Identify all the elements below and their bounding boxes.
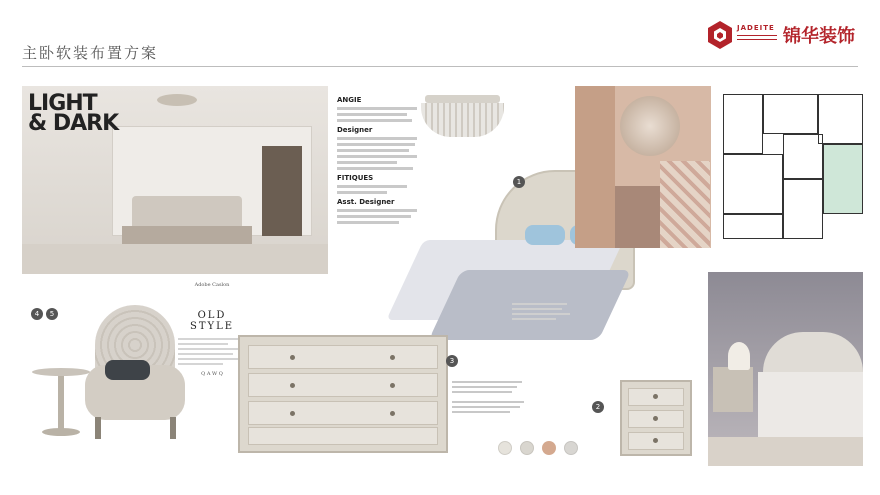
floor-plan-image [718,86,868,248]
badge-4: 4 [31,308,43,320]
old-style-sub: Q A W Q [201,371,223,377]
side-table-image [32,368,90,440]
text-heading-asst-designer: Asst. Designer [337,198,395,206]
company-logo [707,20,857,50]
logo-cn-text: 锦华装饰 [783,26,855,47]
bedroom-reference-image [708,272,863,466]
dresser-image [238,335,448,453]
logo-en-text: JADEITE [737,24,775,32]
badge-2: 2 [592,401,604,413]
text-heading-fitiques: FITIQUES [337,174,374,182]
floor [22,244,328,274]
ceiling-light [157,94,197,106]
material-mood-image [575,86,711,248]
bed [122,226,252,246]
old-style-text-block [178,282,246,432]
old-style-caption: Adobe Caslon [194,282,230,288]
badge-3: 3 [446,355,458,367]
fabric-swatch-4 [564,441,578,455]
title-divider [22,66,858,67]
light-dark-line1: LIGHT [28,91,97,116]
old-style-title: OLD STYLE [189,310,235,332]
fabric-spec-text [452,378,602,432]
badge-1: 1 [513,176,525,188]
fabric-swatch-3 [542,441,556,455]
nightstand-image [620,380,692,456]
light-dark-heading [28,91,119,136]
page-title: 主卧软装布置方案 [22,44,159,62]
fabric-swatch-2 [520,441,534,455]
logo-underline [737,35,777,40]
text-heading-angie: ANGIE [337,96,362,104]
side-cabinet [262,146,302,236]
text-heading-designer: Designer [337,126,373,134]
badge-5: 5 [46,308,58,320]
light-dark-line2: & DARK [28,111,119,136]
light-dark-room-image [22,86,328,274]
bed-spec-text [512,300,572,323]
fabric-swatch-1 [498,441,512,455]
logo-cube-icon [707,20,733,50]
chandelier-image [415,95,510,145]
